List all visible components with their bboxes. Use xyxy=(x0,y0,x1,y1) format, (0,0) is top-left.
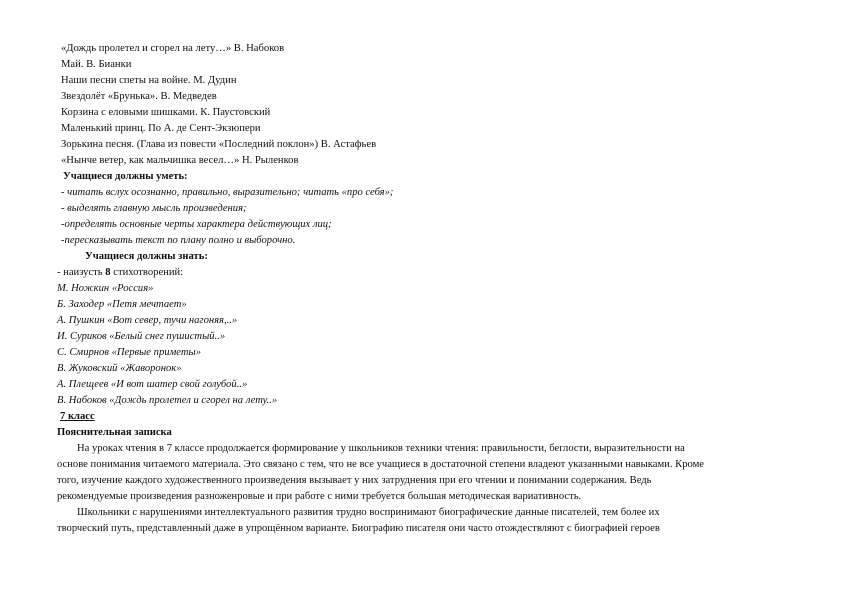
poem-item: И. Суриков «Белый снег пушистый..» xyxy=(57,331,226,342)
poem-item: А. Пушкин «Вот север, тучи нагоняя,..» xyxy=(57,315,238,326)
skills-item: - читать вслух осознанно, правильно, выразительно; читать «про себя»; xyxy=(61,187,394,198)
reading-list-item: Звездолёт «Брунька». В. Медведев xyxy=(61,91,217,102)
knowledge-intro xyxy=(57,266,183,280)
poem-item: А. Плещеев «И вот шатер свой голубой..» xyxy=(57,379,248,390)
paragraph-line: основе понимания читаемого материала. Это связано с тем, что не все учащиеся в достаточной степени владеют указанными навыками. Кроме xyxy=(57,459,705,470)
paragraph-line: творческий путь, представленный даже в упрощённом варианте. Биографию писателя они часто отождествляют с биографией героев xyxy=(57,523,660,534)
paragraph-line: рекомендуемые произведения разноженровые и при работе с ними требуется большая методическая вариативность. xyxy=(57,491,582,502)
reading-list-item: Май. В. Бианки xyxy=(61,59,132,70)
poem-item: В. Жуковский «Жаворонок» xyxy=(57,363,182,374)
grade-heading: 7 класс xyxy=(60,411,95,422)
paragraph-line: того, изучение каждого художественного произведения вызывает у них затруднения при его чтении и понимании содержания. Ведь xyxy=(57,475,652,486)
poem-item: С. Смирнов «Первые приметы» xyxy=(57,347,201,358)
reading-list-item: Маленький принц. По А. де Сент-Экзюпери xyxy=(61,123,261,134)
poem-item: В. Набоков «Дождь пролетел и сгорел на лету..» xyxy=(57,395,278,406)
skills-heading: Учащиеся должны уметь: xyxy=(63,171,188,182)
skills-item: -пересказывать текст по плану полно и выборочно. xyxy=(61,235,296,246)
knowledge-heading: Учащиеся должны знать: xyxy=(85,251,208,262)
skills-item: -определять основные черты характера действующих лиц; xyxy=(61,219,332,230)
poem-item: Б. Заходер «Петя мечтает» xyxy=(57,299,187,310)
reading-list-item: «Нынче ветер, как мальчишка весел…» Н. Рыленков xyxy=(61,155,299,166)
reading-list-item: Наши песни спеты на войне. М. Дудин xyxy=(61,75,237,86)
reading-list-item: Корзина с еловыми шишками. К. Паустовский xyxy=(61,107,271,118)
knowledge-intro-suffix: стихотворений: xyxy=(110,267,184,278)
knowledge-intro-prefix: - наизусть xyxy=(57,267,106,278)
explanatory-note-heading: Пояснительная записка xyxy=(57,427,172,438)
knowledge-intro-count: 8 xyxy=(105,267,111,278)
paragraph-line: Школьники с нарушениями интеллектуального развития трудно воспринимают биографические данные писателей, тем более их xyxy=(77,507,660,518)
skills-item: - выделять главную мысль произведения; xyxy=(61,203,247,214)
poem-item: М. Ножкин «Россия» xyxy=(57,283,154,294)
reading-list-item: Зорькина песня. (Глава из повести «Последний поклон») В. Астафьев xyxy=(61,139,377,150)
paragraph-line: На уроках чтения в 7 классе продолжается формирование у школьников техники чтения: правильности, беглости, выразительности на xyxy=(77,443,685,454)
reading-list-item: «Дождь пролетел и сгорел на лету…» В. Набоков xyxy=(61,43,285,54)
